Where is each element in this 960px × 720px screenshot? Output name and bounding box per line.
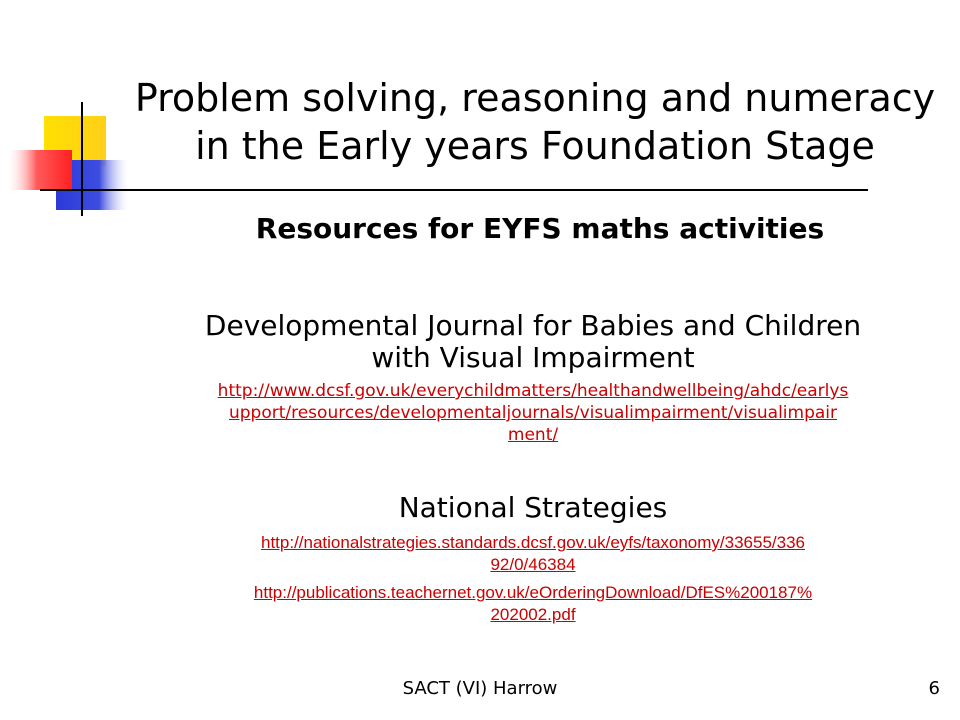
link-national-strategies-taxonomy[interactable]: [128, 532, 938, 576]
heading-line-1: Developmental Journal for Babies and Children: [204, 309, 862, 342]
link-line-1: http://publications.teachernet.gov.uk/eOrderingDownload/DfES%200187%: [253, 583, 813, 602]
heading-line-2: with Visual Impairment: [371, 341, 695, 374]
decorative-squares-graphic: [0, 0, 140, 230]
section-developmental-journal: [128, 310, 938, 446]
link-line-3: ment/: [507, 425, 559, 445]
link-line-2: 202002.pdf: [490, 605, 576, 624]
section-heading-developmental-journal: [128, 310, 938, 374]
link-line-1: http://www.dcsf.gov.uk/everychildmatters/healthandwellbeing/ahdc/earlys: [217, 381, 849, 401]
link-teachernet-publication[interactable]: [128, 582, 938, 626]
link-line-2: 92/0/46384: [490, 555, 576, 574]
title-line-1: Problem solving, reasoning and numeracy: [134, 76, 936, 120]
section-heading-national-strategies: National Strategies: [398, 491, 668, 524]
slide-title: [120, 74, 950, 170]
slide-number: 6: [928, 678, 940, 699]
title-line-2: in the Early years Foundation Stage: [195, 124, 875, 168]
slide-subtitle: Resources for EYFS maths activities: [255, 212, 825, 245]
link-line-2: upport/resources/developmentaljournals/visualimpairment/visualimpair: [228, 403, 838, 423]
link-developmental-journal[interactable]: [128, 380, 938, 446]
link-line-1: http://nationalstrategies.standards.dcsf.gov.uk/eyfs/taxonomy/33655/336: [260, 533, 806, 552]
title-divider: [40, 189, 868, 191]
section-national-strategies: [128, 492, 938, 626]
footer-text: SACT (VI) Harrow: [402, 678, 558, 699]
